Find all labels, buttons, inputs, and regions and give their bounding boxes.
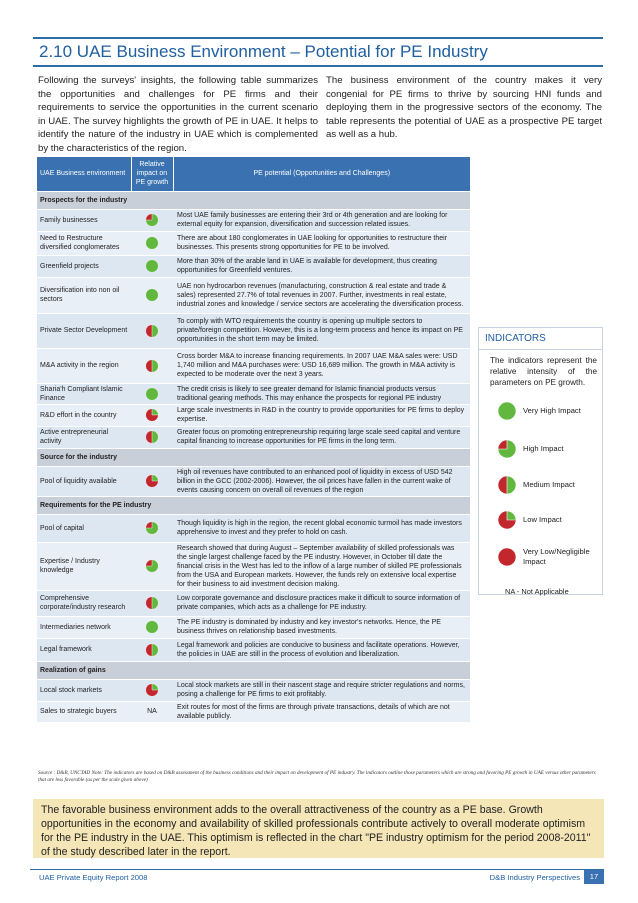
potential-cell: There are about 180 conglomerates in UAE looking for opportunities to restructure their businesses. This presents strong opportunities for PE to be involved. [173, 231, 470, 255]
impact-cell [131, 590, 173, 616]
impact-cell [131, 542, 173, 590]
table-row [37, 277, 470, 313]
table-row [37, 466, 470, 496]
very-low-impact-icon [497, 547, 517, 567]
potential-cell: UAE non hydrocarbon revenues (manufacturing, construction & real estate and trade & sales) represented 27.7% of total revenues in 2007. Further, investments in real estate, industrial zones and knowledge / service sectors are accelerating the diversification process. [173, 277, 470, 313]
impact-cell [131, 277, 173, 313]
factor-cell: R&D effort in the country [37, 404, 131, 426]
legend-label: Medium Impact [523, 480, 575, 489]
legend-item [497, 401, 602, 421]
title-bar [33, 37, 603, 67]
table-row [37, 383, 470, 404]
section-title: Source for the industry [37, 448, 470, 466]
high-impact-icon [145, 213, 159, 227]
impact-cell [131, 255, 173, 277]
table-row [37, 542, 470, 590]
business-environment-table [37, 157, 470, 723]
impact-cell [131, 209, 173, 231]
medium-impact-icon [145, 596, 159, 610]
potential-cell: The PE industry is dominated by industry and key investor's networks. Hence, the PE business thrives on relationship based investments. [173, 616, 470, 638]
potential-cell: To comply with WTO requirements the country is opening up multiple sectors to private/foreign competition. However, this is a long-term process and hence its impact on PE opportunities in the short term may be limited. [173, 313, 470, 348]
low-impact-icon [145, 474, 159, 488]
factor-cell: Pool of capital [37, 514, 131, 542]
factor-cell: Pool of liquidity available [37, 466, 131, 496]
section-title: Requirements for the PE industry [37, 496, 470, 514]
impact-cell [131, 313, 173, 348]
source-note: Source : D&B, UNCTAD Note: The indicators are based on D&B assessment of the business conditions and their impact on development of PE industry. The indicators outline those parameters which are strong and favoring PE growth in UAE versus other parameters that are less favorable (as per the scale given above) [38, 770, 596, 784]
indicators-na: NA - Not Applicable [505, 587, 569, 596]
impact-cell [131, 701, 173, 722]
factor-cell: Intermediaries network [37, 616, 131, 638]
factor-cell: Sales to strategic buyers [37, 701, 131, 722]
table-section-row [37, 448, 470, 466]
table-body [37, 191, 470, 722]
indicators-description: The indicators represent the relative intensity of the parameters on PE growth. [490, 356, 597, 387]
page-title: 2.10 UAE Business Environment – Potential for PE Industry [39, 42, 488, 61]
table-row [37, 701, 470, 722]
low-impact-icon [145, 408, 159, 422]
very-high-impact-icon [145, 236, 159, 250]
header-impact: Relative impact on PE growth [131, 157, 173, 191]
indicators-heading: INDICATORS [485, 333, 546, 344]
very-high-impact-icon [145, 259, 159, 273]
factor-cell: Legal framework [37, 638, 131, 661]
potential-cell: Research showed that during August – September availability of skilled professionals was the single largest challenge faced by the PE industry. However, in October till date the financial crisis in the West has led to the inflow of a large number of skilled PE professionals from the USA and European markets. However, the funds rely on extensive local expertise for their business to aid investment decision making. [173, 542, 470, 590]
table-row [37, 426, 470, 448]
very-high-impact-icon [497, 401, 517, 421]
legend-item [497, 510, 602, 530]
factor-cell: Greenfield projects [37, 255, 131, 277]
impact-cell [131, 404, 173, 426]
na-label: NA [147, 708, 157, 715]
very-high-impact-icon [145, 620, 159, 634]
low-impact-icon [497, 510, 517, 530]
factor-cell: Comprehensive corporate/industry research [37, 590, 131, 616]
potential-cell: Legal framework and policies are conducive to business and facilitate operations. However, the policies in UAE are still in the process of evolution and liberalization. [173, 638, 470, 661]
factor-cell: Diversification into non oil sectors [37, 277, 131, 313]
section-title: Prospects for the industry [37, 191, 470, 209]
impact-cell [131, 616, 173, 638]
footer-section: D&B Industry Perspectives [489, 873, 580, 882]
impact-cell [131, 514, 173, 542]
table-row [37, 231, 470, 255]
summary-box: The favorable business environment adds to the overall attractiveness of the country as a PE base. Growth opportunities in the economy and availability of skilled professionals contribute actively to overall moderate optimism for the PE industry in the UAE. This optimism is reflected in the chart "PE industry optimism for the period 2008-2011" of the study described later in the report. [33, 799, 604, 858]
medium-impact-icon [145, 324, 159, 338]
footer-report-title: UAE Private Equity Report 2008 [39, 873, 148, 882]
factor-cell: Expertise / Industry knowledge [37, 542, 131, 590]
medium-impact-icon [145, 643, 159, 657]
potential-cell: The credit crisis is likely to see greater demand for Islamic financial products versus traditional gearing methods. This may enhance the prospects for regional PE industry [173, 383, 470, 404]
medium-impact-icon [497, 475, 517, 495]
table-section-row [37, 191, 470, 209]
footer [30, 869, 604, 883]
impact-cell [131, 679, 173, 701]
very-high-impact-icon [145, 387, 159, 401]
potential-cell: More than 30% of the arable land in UAE is available for development, thus creating opportunities for Greenfield ventures. [173, 255, 470, 277]
impact-cell [131, 231, 173, 255]
legend-label: Very Low/Negligible Impact [523, 547, 590, 566]
table-section-row [37, 496, 470, 514]
potential-cell: Large scale investments in R&D in the country to provide opportunities for PE firms to deploy expertise. [173, 404, 470, 426]
legend-item [497, 439, 602, 459]
low-impact-icon [145, 683, 159, 697]
high-impact-icon [145, 521, 159, 535]
table-row [37, 679, 470, 701]
legend-label: High Impact [523, 444, 564, 453]
factor-cell: Need to Restructure diversified conglomerates [37, 231, 131, 255]
table-section-row [37, 661, 470, 679]
legend-label: Very High Impact [523, 406, 581, 415]
table-row [37, 313, 470, 348]
impact-cell [131, 638, 173, 661]
page-number: 17 [584, 870, 604, 884]
factor-cell: Local stock markets [37, 679, 131, 701]
intro-left: Following the surveys' insights, the following table summarizes the opportunities and challenges for PE firms and their requirements to service the opportunities in the current scenario in UAE. The survey highlights the growth of PE in UAE. It helps to identify the nature of the industry in UAE which is complemented by the characteristics of the region. [38, 75, 318, 154]
high-impact-icon [497, 439, 517, 459]
header-environment: UAE Business environment [37, 157, 131, 191]
section-title: Realization of gains [37, 661, 470, 679]
medium-impact-icon [145, 430, 159, 444]
table-row [37, 638, 470, 661]
indicators-box [478, 327, 603, 595]
table-row [37, 514, 470, 542]
factor-cell: M&A activity in the region [37, 348, 131, 383]
factor-cell: Sharia'h Compliant Islamic Finance [37, 383, 131, 404]
medium-impact-icon [145, 359, 159, 373]
impact-cell [131, 348, 173, 383]
indicators-divider [479, 349, 602, 350]
potential-cell: Though liquidity is high in the region, the recent global economic turmoil has made investors apprehensive to invest and they prefer to hold on cash. [173, 514, 470, 542]
table-row [37, 348, 470, 383]
potential-cell: High oil revenues have contributed to an enhanced pool of liquidity in excess of USD 542 billion in the GCC (2002-2006). However, the oil prices have fallen in the current wake of events causing concern on overall oil revenues of the region [173, 466, 470, 496]
factor-cell: Private Sector Development [37, 313, 131, 348]
impact-cell [131, 466, 173, 496]
table-header-row [37, 157, 470, 191]
potential-cell: Exit routes for most of the firms are through private transactions, details of which are not available publicly. [173, 701, 470, 722]
impact-cell [131, 383, 173, 404]
header-potential: PE potential (Opportunities and Challenges) [173, 157, 470, 191]
legend-item [497, 475, 602, 495]
table-row [37, 404, 470, 426]
intro-right: The business environment of the country makes it very congenial for PE firms to thrive by sourcing HNI funds and deploying them in the progressive sectors of the economy. The table represents the potential of UAE as a prospective PE target as well as a hub. [326, 75, 602, 141]
potential-cell: Low corporate governance and disclosure practices make it difficult to source information of private companies, which acts as a challenge for PE industry. [173, 590, 470, 616]
impact-cell [131, 426, 173, 448]
factor-cell: Active entrepreneurial activity [37, 426, 131, 448]
factor-cell: Family businesses [37, 209, 131, 231]
table-row [37, 590, 470, 616]
high-impact-icon [145, 559, 159, 573]
potential-cell: Cross border M&A to increase financing requirements. In 2007 UAE M&A sales were: USD 1,740 million and M&A purchases were: USD 16,689 million. The growth in M&A activity is expected to be moderate over the next 3 years. [173, 348, 470, 383]
table-row [37, 616, 470, 638]
potential-cell: Most UAE family businesses are entering their 3rd or 4th generation and are looking for external equity for expansion, diversification and succession related issues. [173, 209, 470, 231]
table-row [37, 255, 470, 277]
table-row [37, 209, 470, 231]
very-high-impact-icon [145, 288, 159, 302]
legend-item [497, 547, 602, 567]
potential-cell: Greater focus on promoting entrepreneurship requiring large scale seed capital and venture capital financing to increase opportunities for PE firms in the long term. [173, 426, 470, 448]
potential-cell: Local stock markets are still in their nascent stage and require stricter regulations and norms, posing a challenge for PE firms to exit profitably. [173, 679, 470, 701]
legend-label: Low Impact [523, 515, 562, 524]
